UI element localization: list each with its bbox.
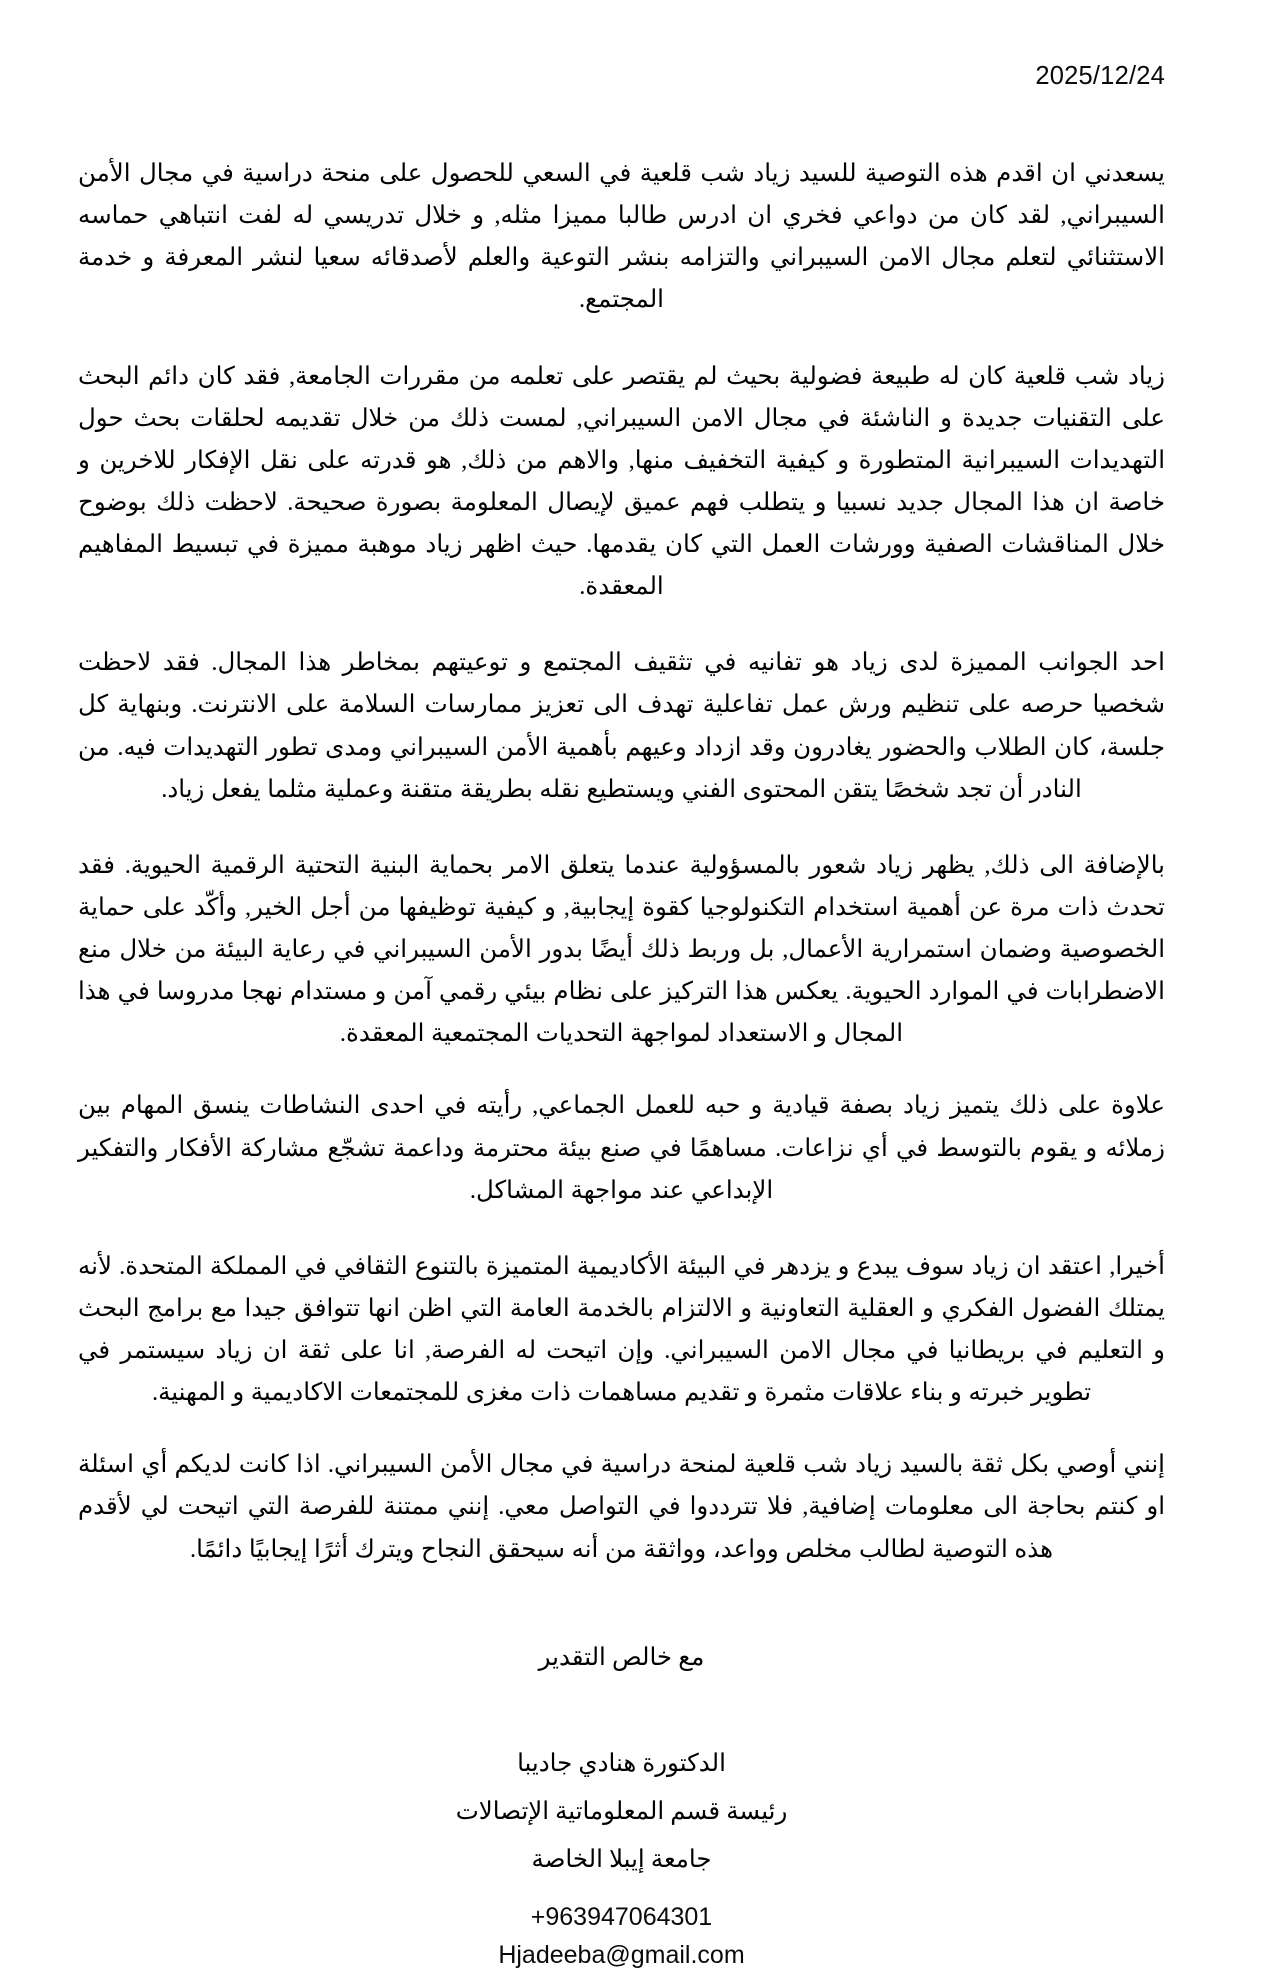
valediction: مع خالص التقدير	[538, 1643, 705, 1671]
paragraph-conclusion-uk: أخيرا, اعتقد ان زياد سوف يبدع و يزدهر في البيئة الأكاديمية المتميزة بالتنوع الثقافي في المملكة المتحدة. لأنه يمتلك الفضول الفكري و العقلية التعاونية و الالتزام بالخدمة العامة التي اظن انها تتوافق جيدا مع برامج البحث و التعليم في بريطانيا في مجال الامن السيبراني. وإن اتيحت له الفرصة, انا على ثقة ان زياد سيستمر في تطوير خبرته و بناء علاقات مثمرة و تقديم مساهمات ذات مغزى للمجتمعات الاكاديمية و المهنية.	[78, 1252, 1165, 1407]
signer-organization: جامعة إيبلا الخاصة	[531, 1845, 712, 1873]
paragraph-curiosity: زياد شب قلعية كان له طبيعة فضولية بحيث لم يقتصر على تعلمه من مقررات الجامعة, فقد كان دائم البحث على التقنيات جديدة و الناشئة في مجال الامن السيبراني, لمست ذلك من خلال تقديمه لحلقات بحث حول التهديدات السيبرانية المتطورة و كيفية التخفيف منها, والاهم من ذلك, هو قدرته على نقل الإفكار للاخرين و خاصة ان هذا المجال جديد نسبيا و يتطلب فهم عميق لإيصال المعلومة بصورة صحيحة. لاحظت ذلك بوضوح خلال المناقشات الصفية وورشات العمل التي كان يقدمها. حيث اظهر زياد موهبة مميزة في تبسيط المفاهيم المعقدة.	[78, 362, 1165, 601]
signature-block	[78, 1740, 1165, 1975]
contact-block	[78, 1898, 1165, 1975]
letter-body	[78, 153, 1165, 1571]
signer-email: Hjadeeba@gmail.com	[498, 1941, 745, 1970]
letter-date: 2025/12/24	[1035, 62, 1165, 90]
paragraph-responsibility: بالإضافة الى ذلك, يظهر زياد شعور بالمسؤولية عندما يتعلق الامر بحماية البنية التحتية الرقمية الحيوية. فقد تحدث ذات مرة عن أهمية استخدام التكنولوجيا كقوة إيجابية, و كيفية توظيفها من أجل الخير, وأكّد على حماية الخصوصية وضمان استمرارية الأعمال, بل وربط ذلك أيضًا بدور الأمن السيبراني في رعاية البيئة من خلال منع الاضطرابات في الموارد الحيوية. يعكس هذا التركيز على نظام بيئي رقمي آمن و مستدام نهجا مدروسا في هذا المجال و الاستعداد لمواجهة التحديات المجتمعية المعقدة.	[78, 851, 1165, 1048]
signer-name: الدكتورة هنادي جاديبا	[517, 1750, 726, 1778]
paragraph-recommendation: إنني أوصي بكل ثقة بالسيد زياد شب قلعية لمنحة دراسية في مجال الأمن السيبراني. اذا كانت لديكم أي اسئلة او كنتم بحاجة الى معلومات إضافية, فلا تترددوا في التواصل معي. إنني ممتنة للفرصة التي اتيحت لي لأقدم هذه التوصية لطالب مخلص وواعد، وواثقة من أنه سيحقق النجاح ويترك أثرًا إيجابيًا دائمًا.	[78, 1451, 1165, 1563]
signer-phone: +963947064301	[530, 1902, 713, 1931]
closing-block	[78, 1637, 1165, 1679]
signer-title: رئيسة قسم المعلوماتية الإتصالات	[455, 1798, 788, 1826]
paragraph-community: احد الجوانب المميزة لدى زياد هو تفانيه في تثقيف المجتمع و توعيتهم بمخاطر هذا المجال. فقد لاحظت شخصيا حرصه على تنظيم ورش عمل تفاعلية تهدف الى تعزيز ممارسات السلامة على الانترنت. وبنهاية كل جلسة، كان الطلاب والحضور يغادرون وقد ازداد وعيهم بأهمية الأمن السيبراني ومدى تطور التهديدات فيه. من النادر أن تجد شخصًا يتقن المحتوى الفني ويستطيع نقله بطريقة متقنة وعملية مثلما يفعل زياد.	[78, 649, 1165, 803]
paragraph-leadership: علاوة على ذلك يتميز زياد بصفة قيادية و حبه للعمل الجماعي, رأيته في احدى النشاطات ينسق المهام بين زملائه و يقوم بالتوسط في أي نزاعات. مساهمًا في صنع بيئة محترمة وداعمة تشجّع مشاركة الأفكار والتفكير الإبداعي عند مواجهة المشاكل.	[78, 1092, 1165, 1204]
paragraph-intro: يسعدني ان اقدم هذه التوصية للسيد زياد شب قلعية في السعي للحصول على منحة دراسية في مجال الأمن السيبراني, لقد كان من دواعي فخري ان ادرس طالبا مميزا مثله, و خلال تدريسي له لفت انتباهي حماسه الاستثنائي لتعلم مجال الامن السيبراني والتزامه بنشر التوعية والعلم لأصدقائه سعيا لنشر المعرفة و خدمة المجتمع.	[78, 160, 1165, 314]
